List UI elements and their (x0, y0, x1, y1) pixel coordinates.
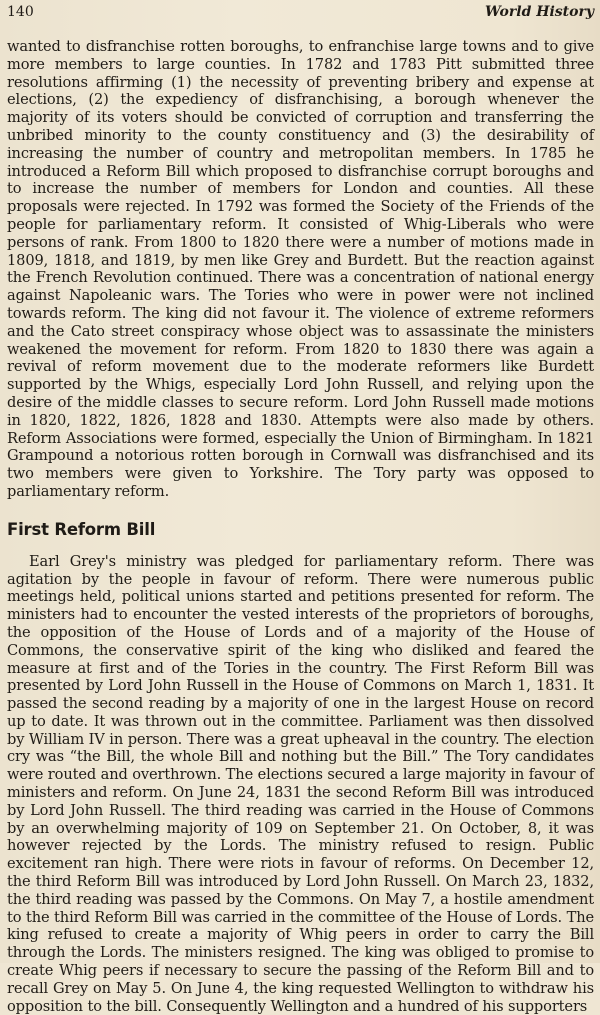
page-number: 140 (7, 4, 34, 20)
section-heading: First Reform Bill (7, 519, 156, 539)
body-paragraph: Earl Grey's ministry was pledged for parliamentary reform. There was agitation by the people in favour of reform. There were numerous public meetings held, political unions started and petitions presented for reform. The ministers had to encounter the vested interests of the proprietors of boroughs, the opposition of the House of Lords and of a majority of the House of Commons, the conservative spirit of the king who disliked and feared the measure at first and of the Tories in the country. The First Reform Bill was presented by Lord John Russell in the House of Commons on March 1, 1831. It passed the second reading by a majority of one in the largest House on record up to date. It was thrown out in the committee. Parliament was then dissolved by William IV in person. There was a great upheaval in the country. The election cry was “the Bill, the whole Bill and nothing but the Bill.” The Tory candidates were routed and overthrown. The elections secured a large majority in favour of ministers and reform. On June 24, 1831 the second Reform Bill was introduced by Lord John Russell. The third reading was carried in the House of Commons by an overwhelming majority of 109 on September 21. On October, 8, it was however rejected by the Lords. The ministry refused to resign. Public excitement ran high. There were riots in favour of reforms. On December 12, the third Reform Bill was introduced by Lord John Russell. On March 23, 1832, the third reading was passed by the Commons. On May 7, a hostile amendment to the third Reform Bill was carried in the committee of the House of Lords. The king refused to create a majority of Whig peers in order to carry the Bill through the Lords. The ministers resigned. The king was obliged to promise to create Whig peers if necessary to secure the passing of the Reform Bill and to recall Grey on May 5. On June 4, the king requested Wellington to withdraw his opposition to the bill. Consequently Wellington and a hundred of his supporters (7, 552, 594, 1015)
page-header (7, 0, 594, 38)
body-paragraph: wanted to disfranchise rotten boroughs, to enfranchise large towns and to give more members to large counties. In 1782 and 1783 Pitt submitted three resolutions affirming (1) the necessity of preventing bribery and expense at elections, (2) the expediency of disfranchising, a borough whenever the majority of its voters should be convicted of corruption and transferring the unbribed minority to the county constituency and (3) the desirability of increasing the number of country and metropolitan members. In 1785 he introduced a Reform Bill which proposed to disfranchise corrupt boroughs and to increase the number of members for London and counties. All these proposals were rejected. In 1792 was formed the Society of the Friends of the people for parliamentary reform. It consisted of Whig-Liberals who were persons of rank. From 1800 to 1820 there were a number of motions made in 1809, 1818, and 1819, by men like Grey and Burdett. But the reaction against the French Revolution continued. There was a concentration of national energy against Napoleanic wars. The Tories who were in power were not inclined towards reform. The king did not favour it. The violence of extreme reformers and the Cato street conspiracy whose object was to assassinate the ministers weakened the movement for reform. From 1820 to 1830 there was again a revival of reform movement due to the moderate reformers like Burdett supported by the Whigs, especially Lord John Russell, and relying upon the desire of the middle classes to secure reform. Lord John Russell made motions in 1820, 1822, 1826, 1828 and 1830. Attempts were also made by others. Reform Associations were formed, especially the Union of Birmingham. In 1821 Grampound a notorious rotten borough in Cornwall was disfranchised and its two members were given to Yorkshire. The Tory party was opposed to parliamentary reform. (7, 38, 594, 500)
running-head: World History (484, 4, 594, 20)
